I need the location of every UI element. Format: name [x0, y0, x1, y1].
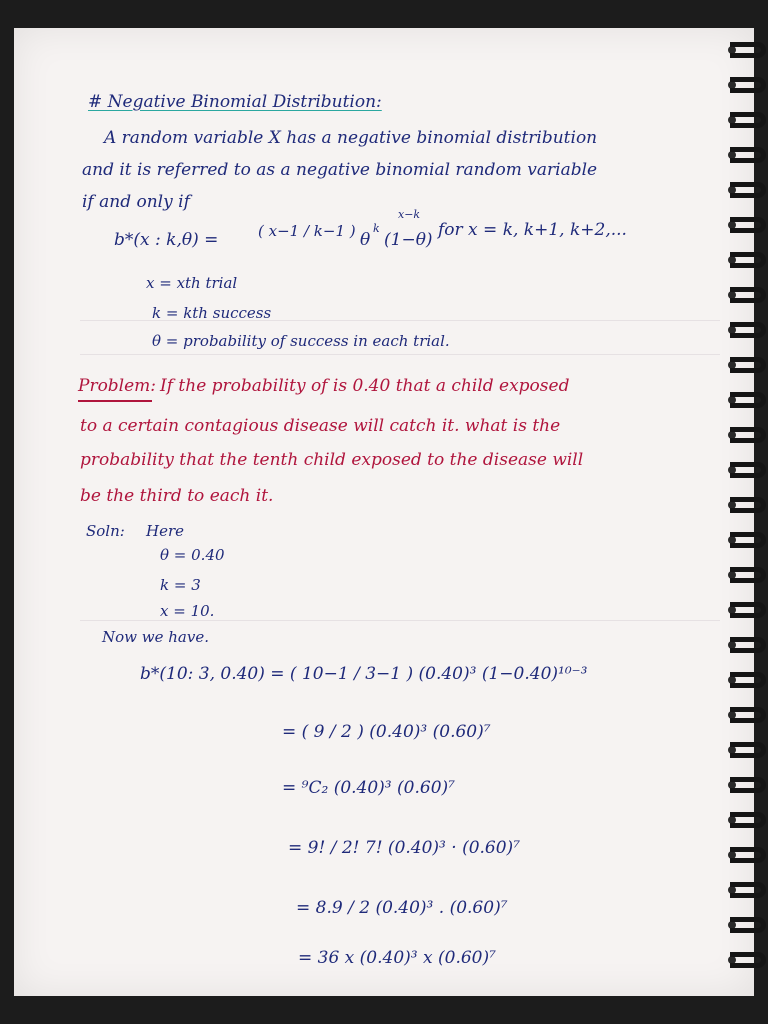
intro-line-1: A random variable X has a negative binomial distribution	[104, 128, 598, 148]
spiral-ring	[730, 637, 766, 653]
spiral-ring	[730, 602, 766, 618]
given-x: x = 10.	[160, 602, 215, 620]
spiral-ring	[730, 847, 766, 863]
formula-lhs: b*(x : k,θ) =	[114, 230, 219, 250]
spiral-ring	[730, 567, 766, 583]
solution-step-5: = 8.9 / 2 (0.40)³ . (0.60)⁷	[296, 898, 508, 918]
formula-domain: for x = k, k+1, k+2,...	[438, 220, 627, 240]
solution-step-1: b*(10: 3, 0.40) = ( 10−1 / 3−1 ) (0.40)³ (1−0.40)¹⁰⁻³	[140, 664, 588, 684]
spiral-ring	[730, 777, 766, 793]
solution-step-3: = ⁹C₂ (0.40)³ (0.60)⁷	[282, 778, 455, 798]
problem-line-3: probability that the tenth child exposed to the disease will	[80, 450, 584, 470]
problem-label: Problem:	[78, 376, 157, 396]
intro-line-3: if and only if	[82, 192, 190, 212]
definition-k: k = kth success	[152, 304, 272, 322]
formula-binomial: ( x−1 / k−1 )	[258, 222, 356, 240]
spiral-ring	[730, 357, 766, 373]
formula-exp-k: k	[373, 222, 380, 235]
definition-theta: θ = probability of success in each trial.	[152, 332, 450, 350]
spiral-ring	[730, 462, 766, 478]
formula-exp-x-k: x−k	[398, 208, 421, 221]
spiral-ring	[730, 147, 766, 163]
formula-theta: θ	[360, 230, 371, 250]
formula-one-minus-theta: (1−θ)	[384, 230, 433, 250]
spiral-ring	[730, 322, 766, 338]
spiral-ring	[730, 707, 766, 723]
problem-label-underline	[78, 400, 152, 402]
spiral-ring	[730, 812, 766, 828]
page-heading: # Negative Binomial Distribution:	[88, 92, 382, 112]
spiral-ring	[730, 952, 766, 968]
solution-step-4: = 9! / 2! 7! (0.40)³ · (0.60)⁷	[288, 838, 521, 858]
spiral-ring	[730, 217, 766, 233]
given-theta: θ = 0.40	[160, 546, 225, 564]
solution-step-6: = 36 x (0.40)³ x (0.60)⁷	[298, 948, 496, 968]
spiral-ring	[730, 287, 766, 303]
problem-line-1: If the probability of is 0.40 that a child exposed	[160, 376, 570, 396]
spiral-ring	[730, 882, 766, 898]
solution-here: Here	[146, 522, 185, 540]
given-k: k = 3	[160, 576, 201, 594]
spiral-ring	[730, 427, 766, 443]
definition-x: x = xth trial	[146, 274, 238, 292]
spiral-ring	[730, 532, 766, 548]
solution-step-2: = ( 9 / 2 ) (0.40)³ (0.60)⁷	[282, 722, 491, 742]
spiral-ring	[730, 182, 766, 198]
spiral-ring	[730, 672, 766, 688]
spiral-ring	[730, 392, 766, 408]
solution-label: Soln:	[86, 522, 125, 540]
problem-line-4: be the third to each it.	[80, 486, 274, 506]
spiral-ring	[730, 497, 766, 513]
problem-line-2: to a certain contagious disease will catch it. what is the	[80, 416, 561, 436]
ruled-line	[80, 354, 720, 355]
spiral-ring	[730, 252, 766, 268]
spiral-ring	[730, 112, 766, 128]
now-we-have: Now we have.	[102, 628, 209, 646]
spiral-ring	[730, 77, 766, 93]
spiral-ring	[730, 42, 766, 58]
intro-line-2: and it is referred to as a negative binomial random variable	[82, 160, 598, 180]
ruled-line	[80, 620, 720, 621]
spiral-ring	[730, 742, 766, 758]
spiral-ring	[730, 917, 766, 933]
